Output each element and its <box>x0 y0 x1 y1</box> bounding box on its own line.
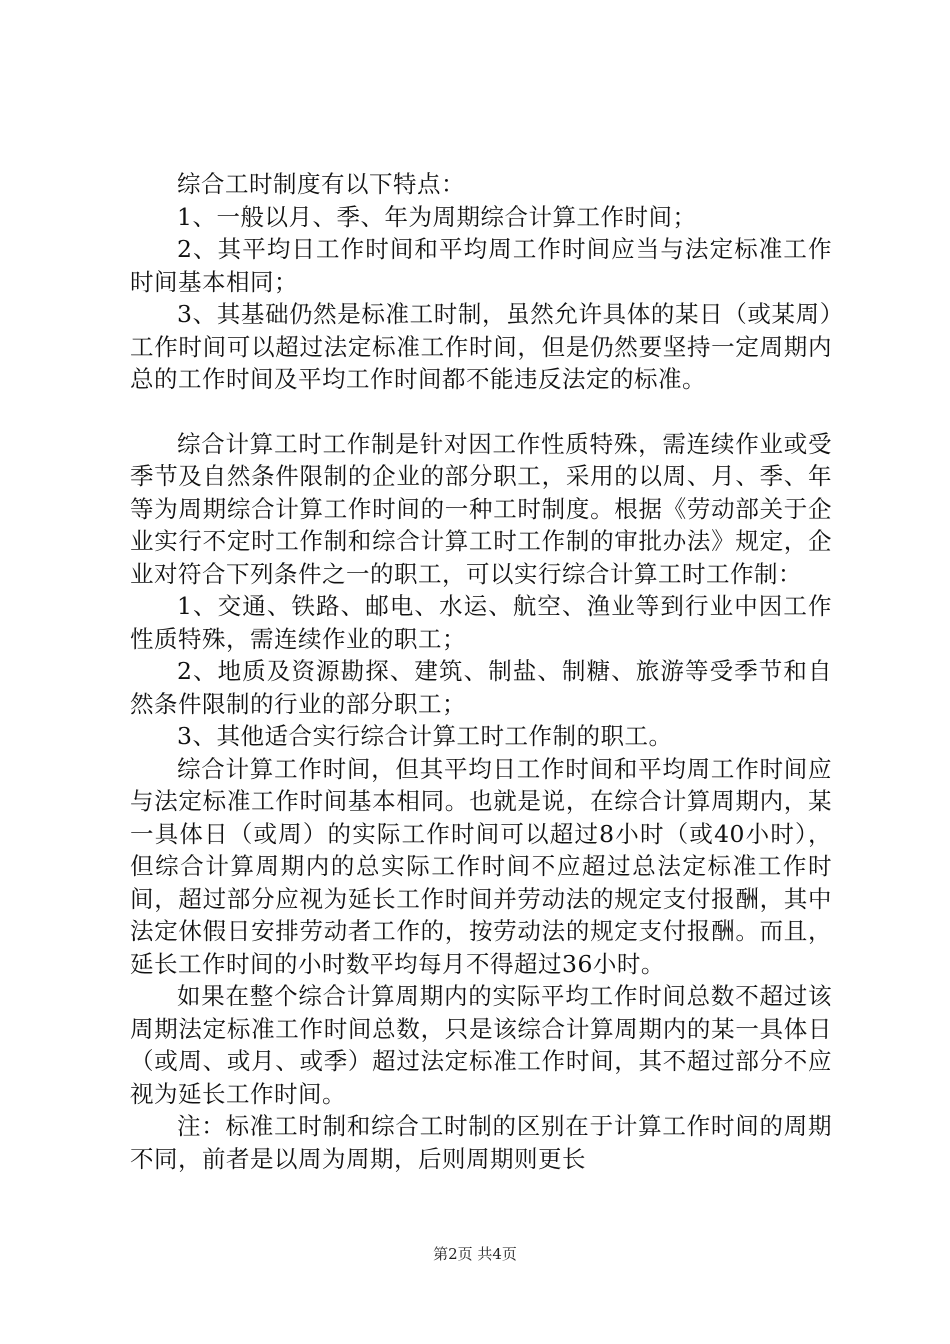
document-body <box>130 168 832 1175</box>
page-number-footer: 第2页 共4页 <box>433 1245 517 1263</box>
paragraph-not-overtime: 如果在整个综合计算周期内的实际平均工作时间总数不超过该周期法定标准工作时间总数，只是该综合计算周期内的某一具体日（或周、或月、或季）超过法定标准工作时间，其不超过部分不应视为延长工作时间。 <box>130 982 832 1108</box>
paragraph-feature-1: 1、一般以月、季、年为周期综合计算工作时间； <box>177 202 697 231</box>
paragraph-condition-1: 1、交通、铁路、邮电、水运、航空、渔业等到行业中因工作性质特殊，需连续作业的职工； <box>130 592 832 653</box>
paragraph-note: 注：标准工时制和综合工时制的区别在于计算工作时间的周期不同，前者是以周为周期，后则周期则更长 <box>130 1112 832 1173</box>
paragraph-feature-3: 3、其基础仍然是标准工时制，虽然允许具体的某日（或某周）工作时间可以超过法定标准工作时间，但是仍然要坚持一定周期内总的工作时间及平均工作时间都不能违反法定的标准。 <box>130 300 832 393</box>
paragraph-intro: 综合工时制度有以下特点： <box>177 170 465 198</box>
paragraph-calculation: 综合计算工作时间，但其平均日工作时间和平均周工作时间应与法定标准工作时间基本相同。也就是说，在综合计算周期内，某一具体日（或周）的实际工作时间可以超过8小时（或40小时），但综合计算周期内的总实际工作时间不应超过总法定标准工作时间，超过部分应视为延长工作时间并劳动法的规定支付报酬，其中法定休假日安排劳动者工作的，按劳动法的规定支付报酬。而且，延长工作时间的小时数平均每月不得超过36小时。 <box>130 754 832 978</box>
paragraph-definition: 综合计算工时工作制是针对因工作性质特殊，需连续作业或受季节及自然条件限制的企业的部分职工，采用的以周、月、季、年等为周期综合计算工作时间的一种工时制度。根据《劳动部关于企业实行不定时工作制和综合计算工时工作制的审批办法》规定，企业对符合下列条件之一的职工，可以实行综合计算工时工作制： <box>130 429 832 588</box>
paragraph-condition-2: 2、地质及资源勘探、建筑、制盐、制糖、旅游等受季节和自然条件限制的行业的部分职工； <box>130 657 832 718</box>
paragraph-feature-2: 2、其平均日工作时间和平均周工作时间应当与法定标准工作时间基本相同； <box>130 235 832 296</box>
paragraph-condition-3: 3、其他适合实行综合计算工时工作制的职工。 <box>177 722 673 750</box>
